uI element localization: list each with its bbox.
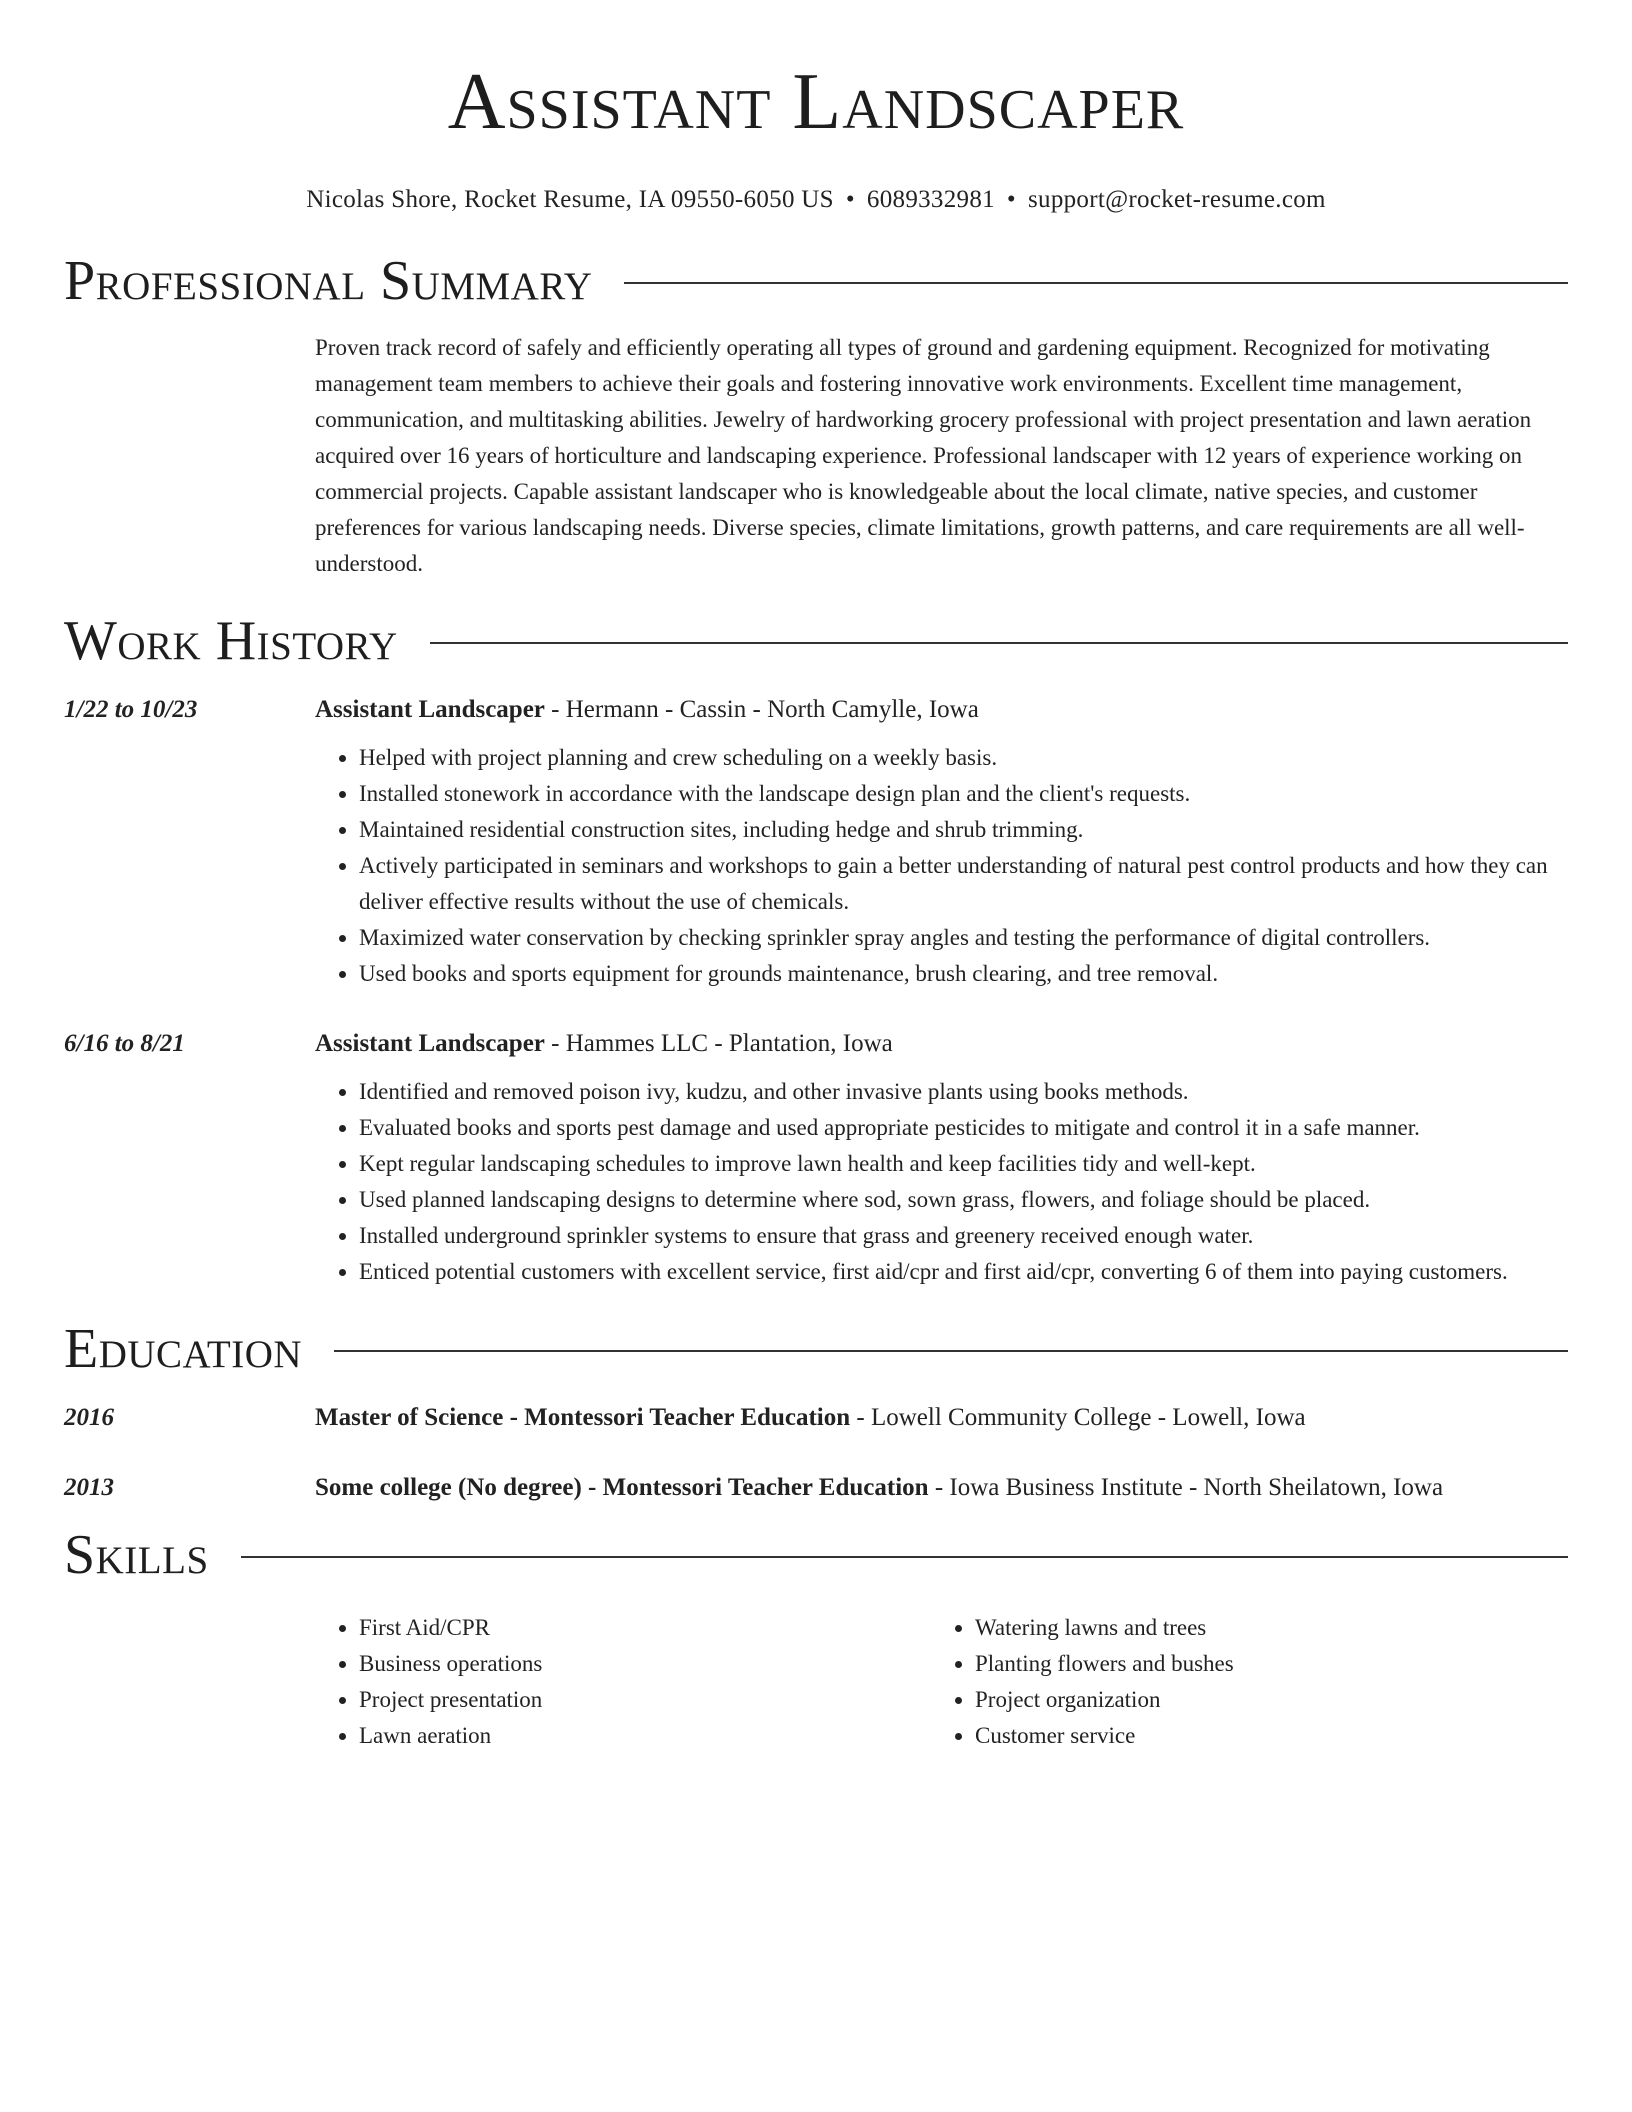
skill-item: • Planting flowers and bushes <box>975 1646 1547 1682</box>
job-entry <box>64 1026 1568 1290</box>
education-school: - Iowa Business Institute - North Sheilatown, Iowa <box>928 1474 1444 1501</box>
job-bullet: • Evaluated books and sports pest damage and used appropriate pesticides to mitigate and control it in a safe manner. <box>359 1110 1568 1146</box>
job-employer: - Hammes LLC - Plantation, Iowa <box>544 1030 893 1057</box>
job-bullet: • Installed underground sprinkler systems to ensure that grass and greenery received enough water. <box>359 1218 1568 1254</box>
skills-column-right <box>931 1610 1547 1754</box>
job-bullet: • Enticed potential customers with excellent service, first aid/cpr and first aid/cpr, converting 6 of them into paying customers. <box>359 1254 1568 1290</box>
job-bullet: • Maintained residential construction sites, including hedge and shrub trimming. <box>359 812 1568 848</box>
contact-separator: • <box>1006 186 1016 213</box>
contact-separator: • <box>845 186 855 213</box>
education-section-header <box>64 1314 1568 1384</box>
skill-item: • Business operations <box>359 1646 931 1682</box>
job-header <box>64 692 1568 992</box>
job-bullet: • Actively participated in seminars and workshops to gain a better understanding of natural pest control products and how they can deliver effective results without the use of chemicals. <box>359 848 1568 920</box>
education-entry <box>64 1400 1568 1436</box>
education-line <box>315 1400 1568 1436</box>
education-entry <box>64 1470 1568 1506</box>
job-header <box>64 1026 1568 1290</box>
skill-item: • Watering lawns and trees <box>975 1610 1547 1646</box>
contact-phone: 6089332981 <box>866 186 995 213</box>
job-heading-line <box>315 1026 1568 1290</box>
skills-heading: Skills <box>64 1524 209 1586</box>
summary-section-header <box>64 246 1568 316</box>
job-bullet: • Installed stonework in accordance with the landscape design plan and the client's requests. <box>359 776 1568 812</box>
job-dates: 1/22 to 10/23 <box>64 696 198 723</box>
education-year: 2016 <box>64 1404 114 1431</box>
skills-section-header <box>64 1520 1568 1590</box>
skill-item: • Customer service <box>975 1718 1547 1754</box>
job-employer: - Hermann - Cassin - North Camylle, Iowa <box>544 696 979 723</box>
job-title: Assistant Landscaper <box>315 696 545 723</box>
job-title: Assistant Landscaper <box>315 1030 545 1057</box>
skills-list <box>315 1610 1568 1754</box>
skill-item: • Lawn aeration <box>359 1718 931 1754</box>
job-bullets <box>315 740 1568 992</box>
job-heading-line <box>315 692 1568 992</box>
section-divider <box>624 282 1568 284</box>
job-bullet: • Helped with project planning and crew scheduling on a weekly basis. <box>359 740 1568 776</box>
skill-item: • Project organization <box>975 1682 1547 1718</box>
summary-text: Proven track record of safely and efficiently operating all types of ground and gardening equipment. Recognized for motivating management team members to achieve their goals and fostering innovative work environments. Excellent time management, communication, and multitasking abilities. Jewelry of hardworking grocery professional with project presentation and lawn aeration acquired over 16 years of horticulture and landscaping experience. Professional landscaper with 12 years of experience working on commercial projects. Capable assistant landscaper who is knowledgeable about the local climate, native species, and customer preferences for various landscaping needs. Diverse species, climate limitations, growth patterns, and care requirements are all well-understood. <box>315 335 1532 576</box>
job-bullet: • Maximized water conservation by checking sprinkler spray angles and testing the performance of digital controllers. <box>359 920 1568 956</box>
job-dates: 6/16 to 8/21 <box>64 1030 185 1057</box>
education-degree: Master of Science - Montessori Teacher Education <box>315 1404 851 1431</box>
contact-address: Nicolas Shore, Rocket Resume, IA 09550-6050 US <box>306 186 834 213</box>
section-divider <box>430 642 1568 644</box>
education-year: 2013 <box>64 1474 114 1501</box>
skill-item: • First Aid/CPR <box>359 1610 931 1646</box>
job-bullets <box>315 1074 1568 1290</box>
education-degree: Some college (No degree) - Montessori Teacher Education <box>315 1474 929 1501</box>
job-bullet: • Used planned landscaping designs to determine where sod, sown grass, flowers, and foliage should be placed. <box>359 1182 1568 1218</box>
job-bullet: • Used books and sports equipment for grounds maintenance, brush clearing, and tree removal. <box>359 956 1568 992</box>
section-divider <box>334 1350 1568 1352</box>
resume-title: Assistant Landscaper <box>447 58 1185 146</box>
job-bullet: • Identified and removed poison ivy, kudzu, and other invasive plants using books methods. <box>359 1074 1568 1110</box>
contact-email: support@rocket-resume.com <box>1027 186 1326 213</box>
education-line <box>315 1470 1568 1506</box>
contact-line <box>64 184 1568 216</box>
section-divider <box>241 1556 1568 1558</box>
work-heading: Work History <box>64 610 398 672</box>
job-bullet: • Kept regular landscaping schedules to improve lawn health and keep facilities tidy and well-kept. <box>359 1146 1568 1182</box>
work-section-header <box>64 606 1568 676</box>
education-heading: Education <box>64 1318 303 1380</box>
education-school: - Lowell Community College - Lowell, Iowa <box>850 1404 1306 1431</box>
skills-column-left <box>315 1610 931 1754</box>
job-entry <box>64 692 1568 992</box>
skill-item: • Project presentation <box>359 1682 931 1718</box>
summary-heading: Professional Summary <box>64 250 593 312</box>
resume-page <box>64 0 1568 1754</box>
